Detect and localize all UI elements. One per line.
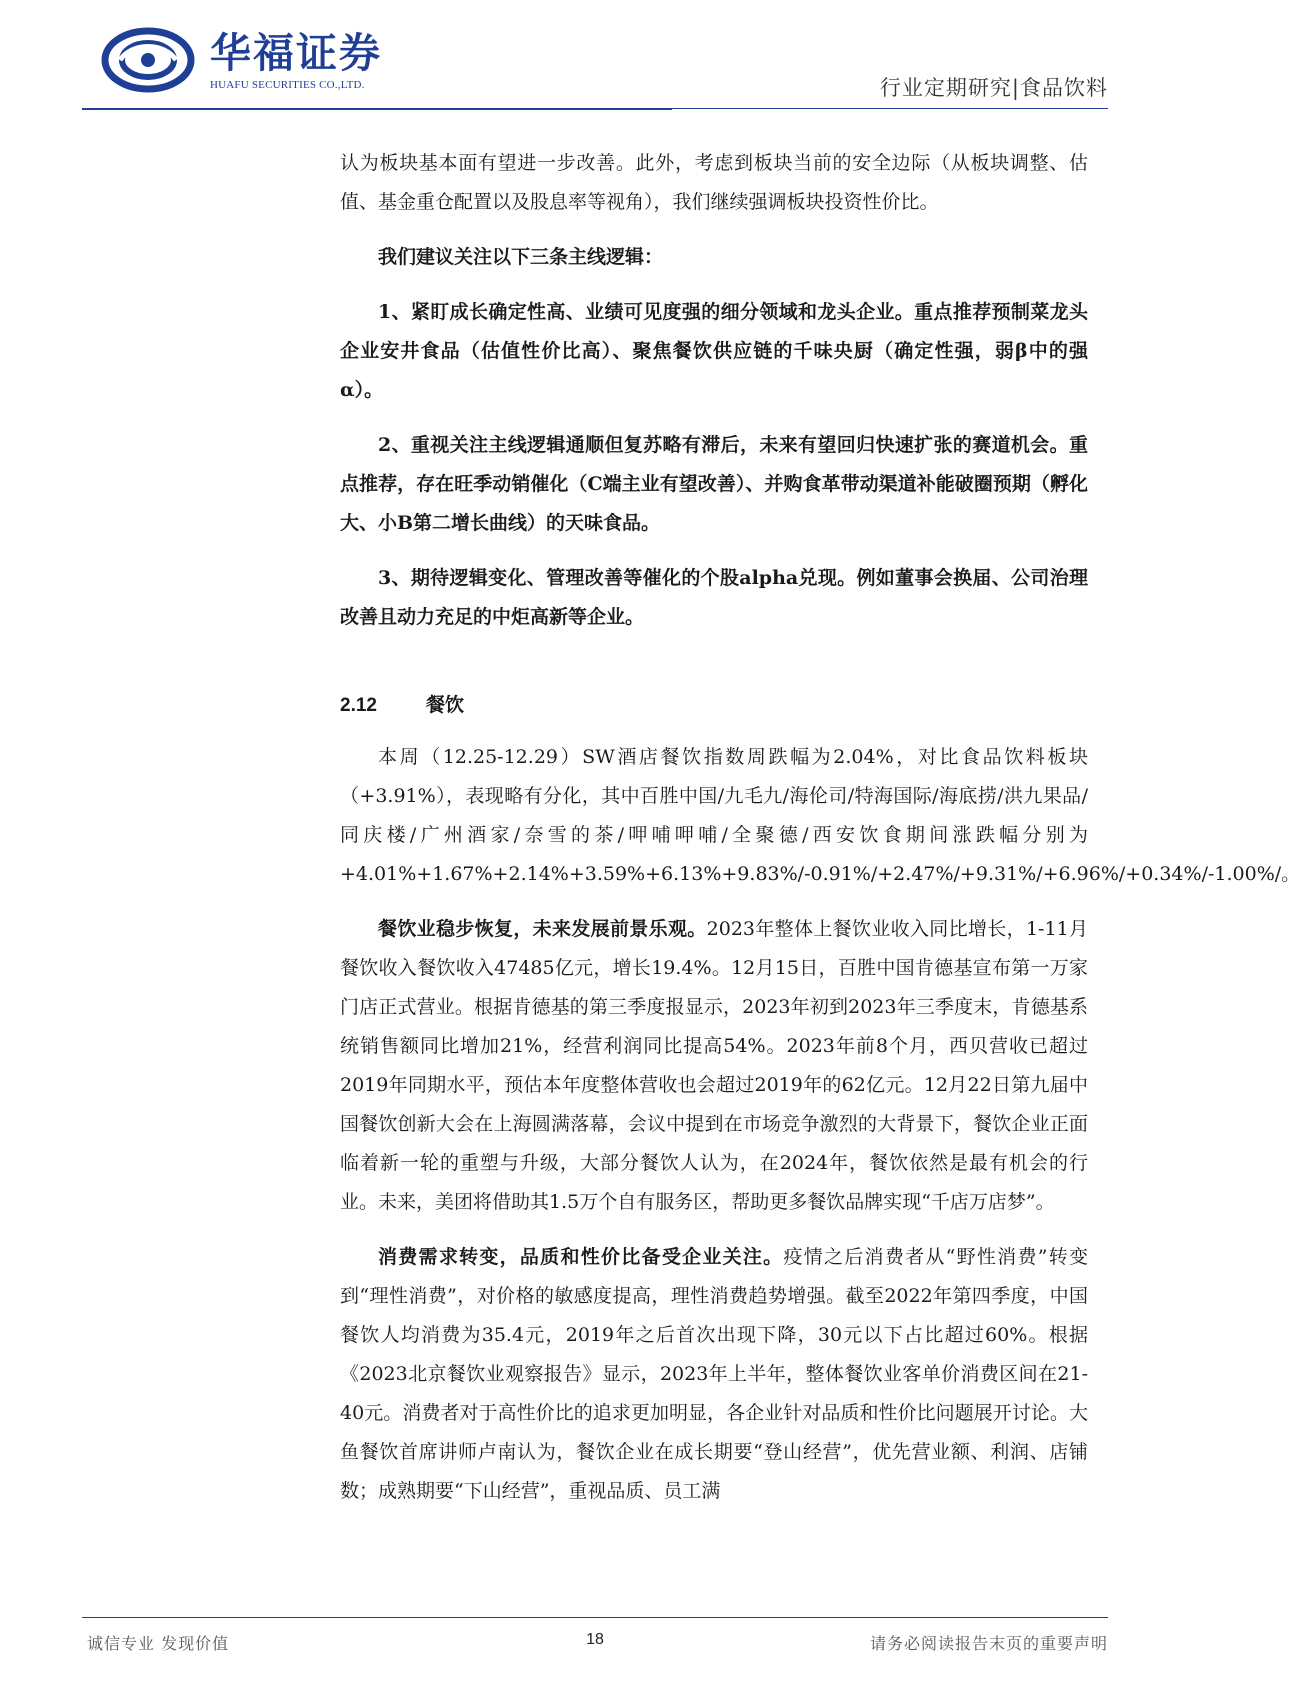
catering-weekly-paragraph: 本周（12.25-12.29）SW酒店餐饮指数周跌幅为2.04%，对比食品饮料板块（+3.91%），表现略有分化，其中百胜中国/九毛九/海伦司/特海国际/海底捞/洪九果品/同庆楼/广州酒家/奈雪的茶/呷哺呷哺/全聚德/西安饮食期间涨跌幅分别为+4.01%+1.67%+2.14%+3.59%+6.13%+9.83%/-0.91%/+2.47%/+9.31%/+6.96%/+0.34%/-1.00%/。 [340,746,1300,885]
report-body [340,144,1300,1527]
paragraph-text: 2023年整体上餐饮业收入同比增长，1-11月餐饮收入餐饮收入47485亿元，增长19.4%。12月15日，百胜中国肯德基宣布第一万家门店正式营业。根据肯德基的第三季度报显示，2023年初到2023年三季度末，肯德基系统销售额同比增加21%，经营利润同比提高54%。2023年前8个月，西贝营收已超过2019年同期水平，预估本年度整体营收也会超过2019年的62亿元。12月22日第九届中国餐饮创新大会在上海圆满落幕，会议中提到在市场竞争激烈的大背景下，餐饮企业正面临着新一轮的重塑与升级，大部分餐饮人认为，在2024年，餐饮依然是最有机会的行业。未来，美团将借助其1.5万个自有服务区，帮助更多餐饮品牌实现“千店万店梦”。 [340,918,1088,1213]
section-heading [340,685,1088,726]
footer-slogan: 诚信专业 发现价值 [87,1634,230,1653]
header-divider-thick [82,108,672,110]
logic-point-2: 2、重视关注主线逻辑通顺但复苏略有滞后，未来有望回归快速扩张的赛道机会。重点推荐，存在旺季动销催化（C端主业有望改善）、并购食革带动渠道补能破圈预期（孵化大、小B第二增长曲线）的天味食品。 [340,434,1088,534]
logic-point-3: 3、期待逻辑变化、管理改善等催化的个股alpha兑现。例如董事会换届、公司治理改善且动力充足的中炬高新等企业。 [340,567,1088,628]
intro-paragraph: 认为板块基本面有望进一步改善。此外，考虑到板块当前的安全边际（从板块调整、估值、基金重仓配置以及股息率等视角），我们继续强调板块投资性价比。 [340,152,1088,213]
header-divider-thin [672,108,1108,109]
consumption-shift-paragraph [340,1238,1088,1511]
brand-name-en: HUAFU SECURITIES CO.,LTD. [210,79,365,91]
paragraph-lead: 餐饮业稳步恢复，未来发展前景乐观。 [378,918,707,940]
report-category: 行业定期研究|食品饮料 [879,76,1108,100]
company-logo [102,28,402,96]
page-header [0,0,1190,112]
brand-name-cn: 华福证券 [210,29,382,77]
paragraph-lead: 消费需求转变，品质和性价比备受企业关注。 [378,1246,784,1268]
logic-point-1: 1、紧盯成长确定性高、业绩可见度强的细分领域和龙头企业。重点推荐预制菜龙头企业安井食品（估值性价比高）、聚焦餐饮供应链的千味央厨（确定性强，弱β中的强α）。 [340,301,1088,401]
footer-disclaimer: 请务必阅读报告末页的重要声明 [869,1634,1108,1653]
footer-divider [82,1617,1108,1618]
huafu-logo-icon [102,28,194,92]
page-number: 18 [586,1631,604,1648]
catering-recovery-paragraph [340,910,1088,1222]
paragraph-text: 疫情之后消费者从“野性消费”转变到“理性消费”，对价格的敏感度提高，理性消费趋势增强。截至2022年第四季度，中国餐饮人均消费为35.4元，2019年之后首次出现下降，30元以下占比超过60%。根据《2023北京餐饮业观察报告》显示，2023年上半年，整体餐饮业客单价消费区间在21-40元。消费者对于高性价比的追求更加明显，各企业针对品质和性价比问题展开讨论。大鱼餐饮首席讲师卢南认为，餐饮企业在成长期要“登山经营”，优先营业额、利润、店铺数；成熟期要“下山经营”，重视品质、员工满 [340,1246,1088,1502]
section-title: 餐饮 [426,694,465,716]
section-number: 2.12 [340,695,377,716]
suggestion-heading: 我们建议关注以下三条主线逻辑： [378,246,664,268]
